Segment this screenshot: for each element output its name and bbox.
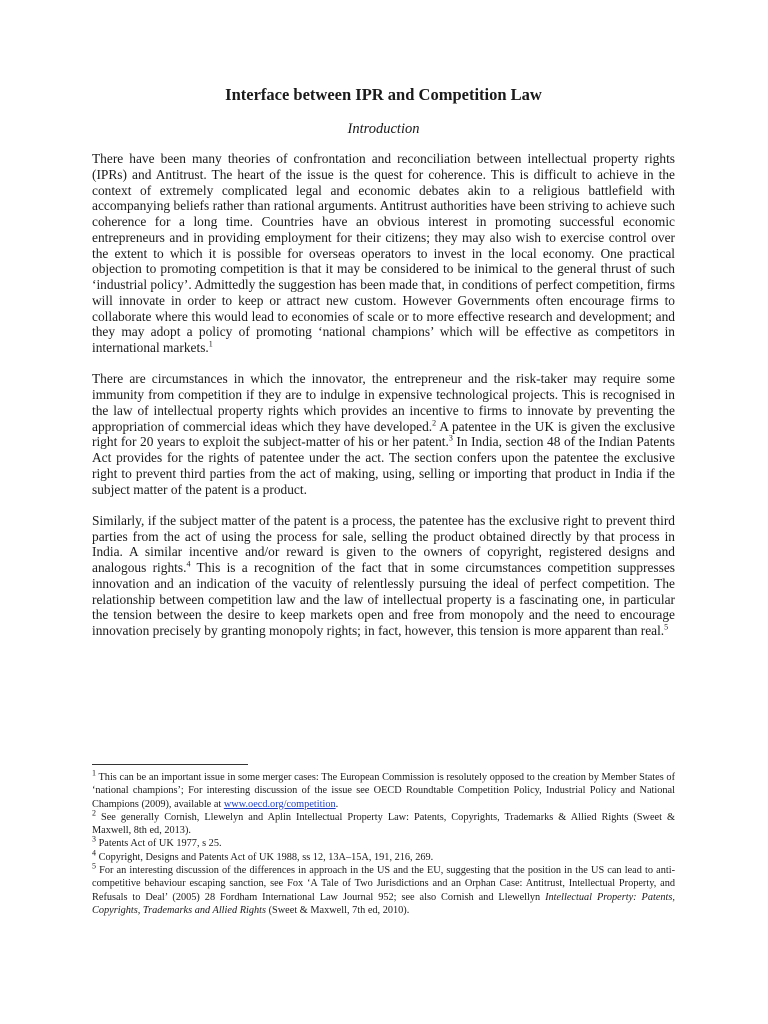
footnote-2 [92,808,675,838]
body-text [92,151,675,639]
footnote-1 [92,768,675,811]
footnote-number: 4 [92,848,96,858]
footnote-number: 5 [92,861,96,871]
footnote-ref[interactable]: 1 [208,339,213,349]
document-page [92,84,675,654]
footnote-text: This can be an important issue in some merger cases: The European Commission is resolutely opposed to the creation by Member States of ‘national champions’; For interesting discussion of the issue see OECD Roundtable Competition Policy, Industrial Policy and National Champions (2009), available at [92,772,675,810]
footnote-text-end: (Sweet & Maxwell, 7th ed, 2010). [266,904,410,916]
section-heading: Introduction [347,121,420,137]
footnote-ref[interactable]: 3 [448,433,453,443]
footnote-number: 2 [92,808,96,818]
paragraph-text: In India, section 48 of the Indian Patents Act provides for the rights of patentee under the act. The section confers upon the patentee the exclusive right to prevent third parties from the act of making, using, selling or importing that product in India if the subject matter of the patent is a product. [92,434,676,497]
paragraph-1 [92,151,675,356]
footnote-text: Copyright, Designs and Patents Act of UK 1988, ss 12, 13A–15A, 191, 216, 269. [96,851,434,863]
footnote-text-end: . [335,798,339,810]
footnote-ref[interactable]: 2 [432,418,437,428]
paragraph-text: There have been many theories of confrontation and reconciliation between intellectual property rights (IPRs) and Antitrust. The heart of the issue is the quest for coherence. This is difficult to achieve in the context of extremely complicated legal and economic debates akin to a religious battlefield with accompanying beliefs rather than rational arguments. Antitrust authorities have been striving to achieve such coherence for a long time. Countries have an obvious interest in promoting successful economic entrepreneurs and in providing employment for their citizens; they may also wish to exercise control over the extent to which it is possible for overseas operators to invest in the local economy. One practical objection to promoting competition is that it may be considered to be inimical to the general thrust of such ‘industrial policy’. Admittedly the suggestion has been made that, in conditions of perfect competition, firms will innovate in order to keep or attract new custom. However Governments often encourage firms to collaborate where this would lead to economies of scale or to more effective research and development; and they may adopt a policy of promoting ‘national champions’ which will be effective as competitors in international markets. [92,151,675,355]
footnote-link[interactable]: www.oecd.org/competition [223,798,336,810]
footnote-text: See generally Cornish, Llewelyn and Aplin Intellectual Property Law: Patents, Copyrights, Trademarks & Allied Rights (Sweet & Maxwell, 8th ed, 2013). [92,811,675,837]
footnote-number: 3 [92,835,96,845]
footnote-3 [92,837,675,850]
footnote-ref[interactable]: 4 [186,559,191,569]
paragraph-3 [92,513,675,639]
footnote-ref[interactable]: 5 [664,622,669,632]
paragraph-text: There are circumstances in which the innovator, the entrepreneur and the risk-taker may require some immunity from competition if they are to indulge in expensive technological projects. This is recognised in the law of intellectual property rights which provides an incentive to firms to innovate by preventing the appropriation of commercial ideas which they have developed. [92,371,675,434]
footnote-4 [92,848,675,864]
footnotes [92,764,675,917]
footnote-italic-title: Intellectual Property: Patents, Copyrights, Trademarks and Allied Rights [92,891,675,916]
footnote-text: Patents Act of UK 1977, s 25. [96,838,222,850]
paragraph-text: Similarly, if the subject matter of the patent is a process, the patentee has the exclusive right to prevent third parties from the act of using the process for sale, selling the product obtained directly by that process in India. A similar incentive and/or reward is given to the owners of copyright, registered designs and analogous rights. [92,512,675,575]
paragraph-text: This is a recognition of the fact that in some circumstances competition suppresses innovation and an indication of the vacuity of relentlessly pursuing the ideal of perfect competition. The relationship between competition law and the law of intellectual property is a fascinating one, in particular the tension between the desire to keep markets open and free from monopoly and the need to encourage innovation precisely by granting monopoly rights; in fact, however, this tension is more apparent than real. [92,560,675,638]
footnote-number: 1 [92,768,96,778]
paragraph-2 [92,371,675,497]
paragraph-text: A patentee in the UK is given the exclusive right for 20 years to exploit the subject-matter of his or her patent. [92,418,675,450]
document-title: Interface between IPR and Competition Law [225,85,542,104]
footnote-5 [92,861,675,917]
footnote-text: For an interesting discussion of the differences in approach in the US and the EU, suggesting that the position in the US can lead to anti-competitive behaviour escaping sanction, see Fox ‘A Tale of Two Jurisdictions and an Orphan Case: Antitrust, Intellectual Property, and Refusals to Deal’ (2005) 28 Fordham International Law Journal 952; see also Cornish and Llewellyn [92,865,675,903]
footnote-divider [92,764,248,765]
